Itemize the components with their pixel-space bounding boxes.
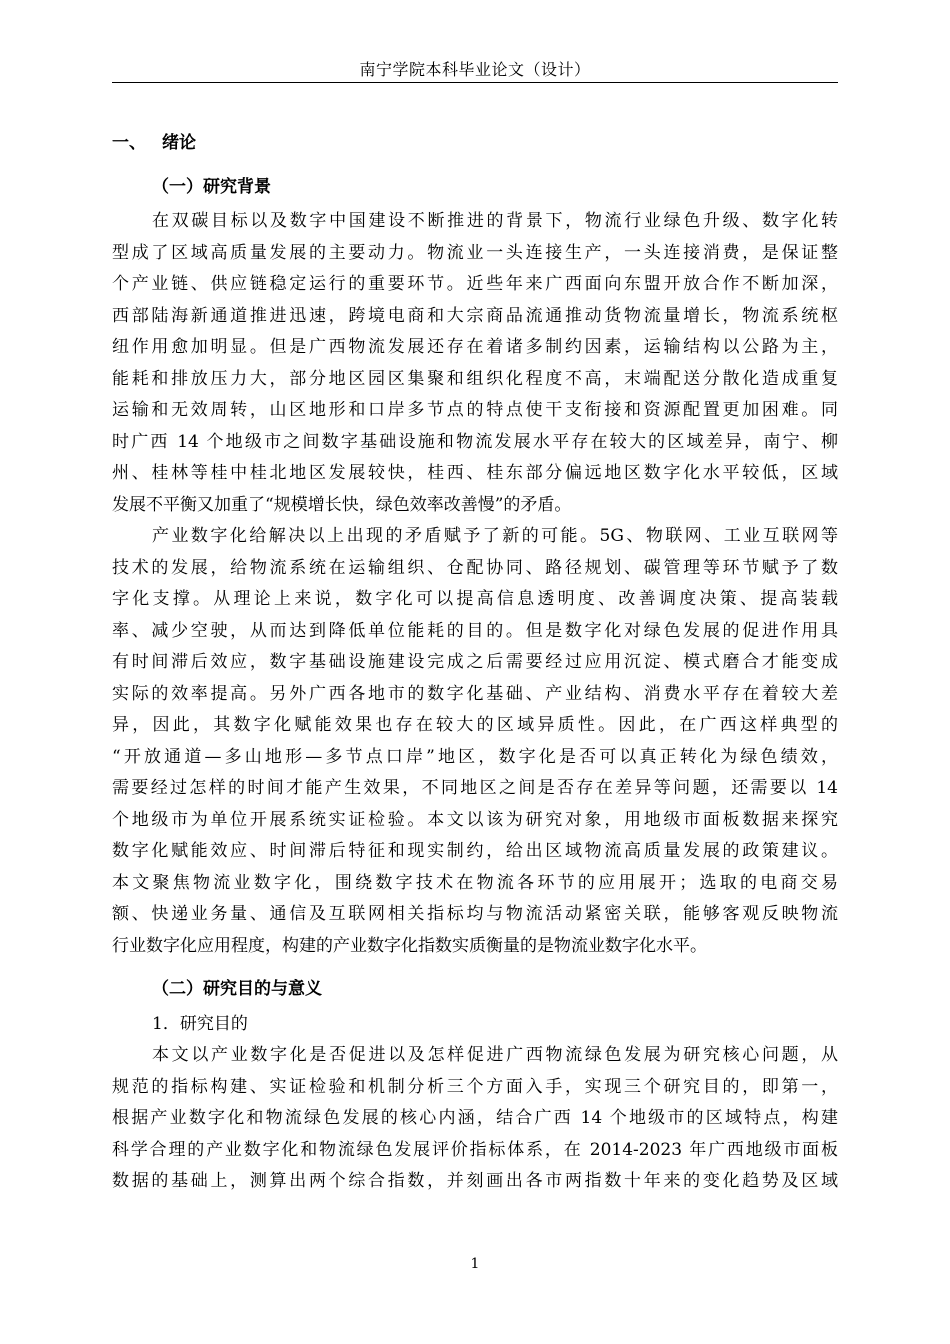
text-line: 率、减少空驶，从而达到降低单位能耗的目的。但是数字化对绿色发展的促进作用具 bbox=[112, 620, 838, 641]
section-heading bbox=[112, 128, 838, 158]
text-line: 本文以产业数字化是否促进以及怎样促进广西物流绿色发展为研究核心问题，从 bbox=[152, 1045, 838, 1065]
subsection-heading-background: （一）研究背景 bbox=[152, 177, 271, 197]
text-line: 时广西 14 个地级市之间数字基础设施和物流发展水平存在较大的区域差异，南宁、柳 bbox=[112, 431, 838, 452]
section-title: 绪论 bbox=[162, 133, 196, 153]
text-line: 实际的效率提高。另外广西各地市的数字化基础、产业结构、消费水平存在着较大差 bbox=[112, 683, 838, 704]
text-line: 个地级市为单位开展系统实证检验。本文以该为研究对象，用地级市面板数据来探究 bbox=[112, 809, 838, 830]
subsection-heading-purpose: （二）研究目的与意义 bbox=[152, 979, 322, 999]
text-line: 规范的指标构建、实证检验和机制分析三个方面入手，实现三个研究目的，即第一， bbox=[112, 1076, 838, 1097]
text-line: 行业数字化应用程度，构建的产业数字化指数实质衡量的是物流业数字化水平。 bbox=[112, 935, 707, 956]
page-header: 南宁学院本科毕业论文（设计） bbox=[359, 60, 591, 79]
text-line: 纽作用愈加明显。但是广西物流发展还存在着诸多制约因素，运输结构以公路为主， bbox=[112, 337, 838, 357]
text-line: 额、快递业务量、通信及互联网相关指标均与物流活动紧密关联，能够客观反映物流 bbox=[112, 904, 838, 924]
text-line: 异，因此，其数字化赋能效果也存在较大的区域异质性。因此，在广西这样典型的 bbox=[112, 715, 838, 735]
text-line: 技术的发展，给物流系统在运输组织、仓配协同、路径规划、碳管理等环节赋予了数 bbox=[112, 557, 838, 578]
paragraph-research-purpose bbox=[112, 1040, 838, 1198]
text-line: 数据的基础上，测算出两个综合指数，并刻画出各市两指数十年来的变化趋势及区域 bbox=[112, 1171, 838, 1191]
text-line: 字化支撑。从理论上来说，数字化可以提高信息透明度、改善调度决策、提高装载 bbox=[112, 589, 838, 609]
text-line: 西部陆海新通道推进迅速，跨境电商和大宗商品流通推动货物流量增长，物流系统枢 bbox=[112, 305, 838, 326]
page-number: 1 bbox=[470, 1256, 480, 1272]
text-line: 发展不平衡又加重了“规模增长快，绿色效率改善慢”的矛盾。 bbox=[112, 494, 572, 515]
text-line: “开放通道—多山地形—多节点口岸”地区，数字化是否可以真正转化为绿色绩效， bbox=[112, 746, 838, 767]
text-line: 本文聚焦物流业数字化，围绕数字技术在物流各环节的应用展开；选取的电商交易 bbox=[112, 872, 838, 893]
text-line: 型成了区域高质量发展的主要动力。物流业一头连接生产，一头连接消费，是保证整 bbox=[112, 242, 838, 263]
paragraph-research-background-2 bbox=[112, 521, 838, 962]
text-line: 科学合理的产业数字化和物流绿色发展评价指标体系，在 2014-2023 年广西地级市面板 bbox=[112, 1139, 838, 1160]
text-line: 数字化赋能效应、时间滞后特征和现实制约，给出区域物流高质量发展的政策建议。 bbox=[112, 841, 838, 861]
document-body bbox=[112, 128, 838, 1198]
text-line: 需要经过怎样的时间才能产生效果，不同地区之间是否存在差异等问题，还需要以 14 bbox=[112, 778, 838, 798]
header-rule bbox=[112, 82, 838, 83]
subsubsection-heading-purpose: 1．研究目的 bbox=[152, 1014, 248, 1034]
text-line: 个产业链、供应链稳定运行的重要环节。近些年来广西面向东盟开放合作不断加深， bbox=[112, 274, 838, 294]
text-line: 州、桂林等桂中桂北地区发展较快，桂西、桂东部分偏远地区数字化水平较低，区域 bbox=[112, 463, 838, 483]
text-line: 根据产业数字化和物流绿色发展的核心内涵，结合广西 14 个地级市的区域特点，构建 bbox=[112, 1108, 838, 1128]
text-line: 有时间滞后效应，数字基础设施建设完成之后需要经过应用沉淀、模式磨合才能变成 bbox=[112, 652, 838, 672]
section-number: 一、 bbox=[112, 133, 146, 153]
text-line: 产业数字化给解决以上出现的矛盾赋予了新的可能。5G、物联网、工业互联网等 bbox=[152, 526, 838, 546]
text-line: 运输和无效周转，山区地形和口岸多节点的特点使干支衔接和资源配置更加困难。同 bbox=[112, 400, 838, 420]
text-line: 能耗和排放压力大，部分地区园区集聚和组织化程度不高，末端配送分散化造成重复 bbox=[112, 368, 838, 389]
text-line: 在双碳目标以及数字中国建设不断推进的背景下，物流行业绿色升级、数字化转 bbox=[152, 211, 838, 231]
paragraph-research-background-1 bbox=[112, 206, 838, 521]
